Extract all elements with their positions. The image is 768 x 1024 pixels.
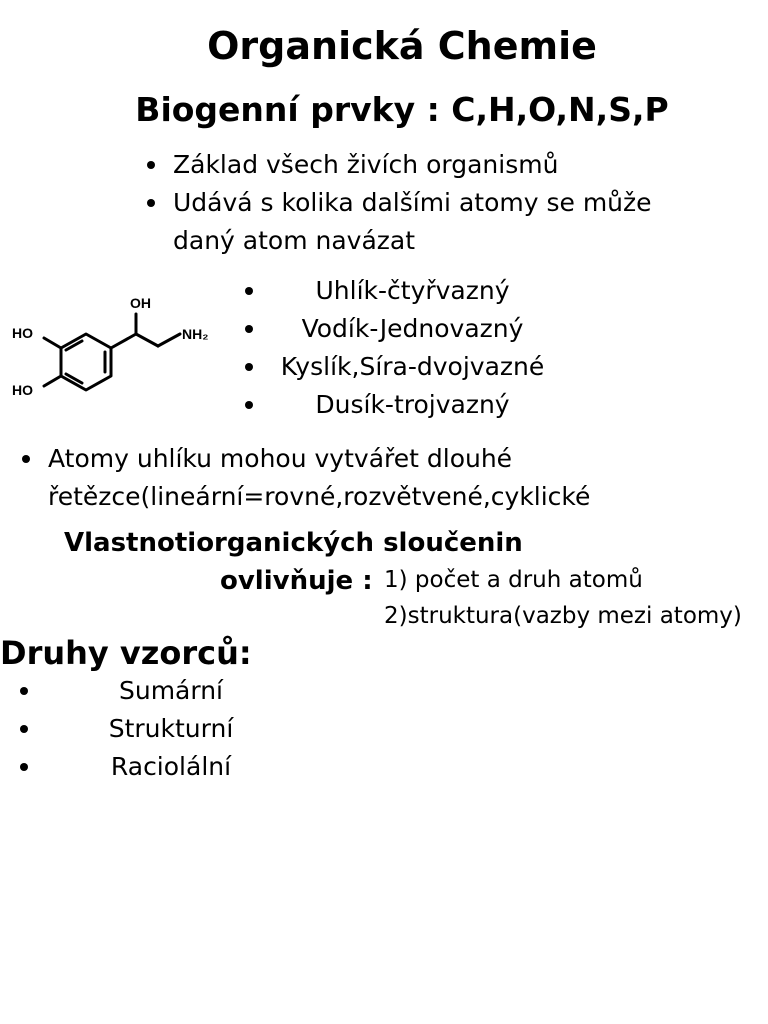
formulas-list	[20, 672, 280, 786]
list-item-text: Vodík-Jednovazný	[301, 314, 524, 343]
valence-list	[240, 272, 570, 424]
list-item	[20, 672, 280, 710]
list-item-text: Strukturní	[108, 714, 234, 743]
page-subtitle: Biogenní prvky : C,H,O,N,S,P	[135, 90, 669, 129]
list-item: Atomy uhlíku mohou vytvářet dlouhé řetězce(lineární=rovné,rozvětvené,cyklické	[22, 440, 662, 516]
list-item-text: Uhlík-čtyřvazný	[315, 276, 510, 305]
list-item	[240, 348, 570, 386]
list-item: Udává s kolika dalšími atomy se může daný atom navázat	[147, 184, 707, 260]
intro-list	[147, 146, 707, 260]
property-item: 1) počet a druh atomů	[384, 567, 643, 593]
page-title: Organická Chemie	[207, 24, 597, 68]
property-item: 2)struktura(vazby mezi atomy)	[384, 603, 742, 629]
carbon-list	[22, 440, 662, 516]
list-item-text: Sumární	[118, 676, 224, 705]
ho-label: HO	[12, 382, 33, 398]
list-item	[20, 748, 280, 786]
list-item: Základ všech živích organismů	[147, 146, 707, 184]
properties-heading-line2: ovlivňuje :	[220, 566, 373, 596]
properties-heading-line1: Vlastnotiorganických sloučenin	[64, 528, 523, 558]
oh-label: OH	[130, 295, 151, 311]
list-item-text: Dusík-trojvazný	[315, 390, 510, 419]
list-item	[240, 386, 570, 424]
list-item	[240, 310, 570, 348]
list-item-text: Raciolální	[110, 752, 232, 781]
molecule-structure-image	[8, 292, 218, 404]
formulas-heading: Druhy vzorců:	[0, 634, 252, 672]
properties-items	[384, 562, 742, 634]
nh2-label: NH₂	[182, 326, 209, 342]
ho-label: HO	[12, 325, 33, 341]
list-item	[240, 272, 570, 310]
list-item	[20, 710, 280, 748]
list-item-text: Kyslík,Síra-dvojvazné	[280, 352, 545, 381]
